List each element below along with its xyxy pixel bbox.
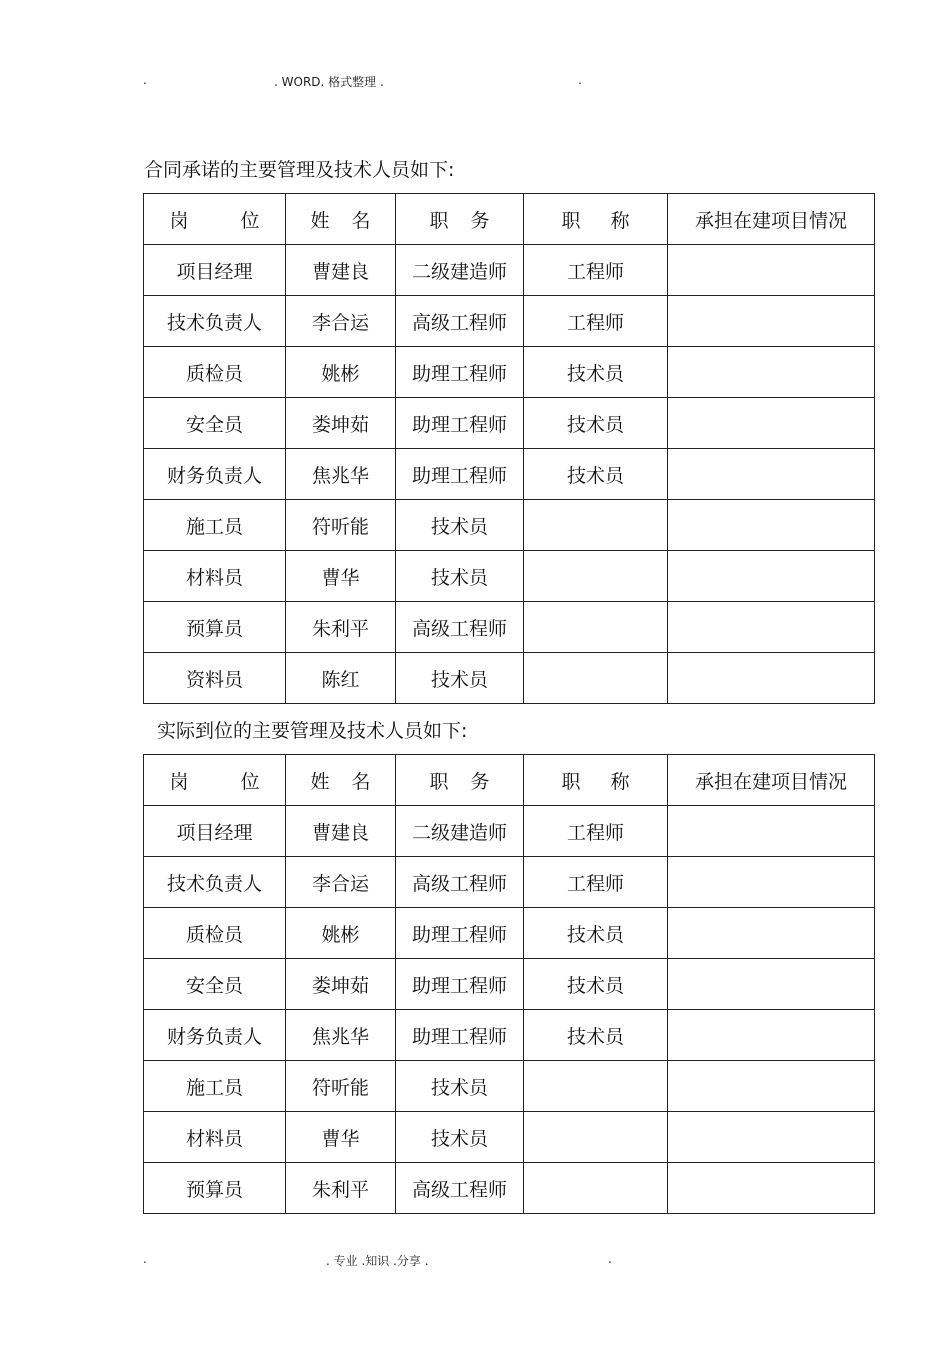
cell-title xyxy=(524,551,668,602)
cell-name: 朱利平 xyxy=(286,1163,396,1214)
actual-staff-rows xyxy=(144,806,875,1214)
cell-projects xyxy=(668,1010,875,1061)
table-row xyxy=(144,347,875,398)
cell-name: 符听能 xyxy=(286,1061,396,1112)
cell-projects xyxy=(668,908,875,959)
cell-position: 质检员 xyxy=(144,908,286,959)
cell-position: 技术负责人 xyxy=(144,857,286,908)
header-projects: 承担在建项目情况 xyxy=(668,194,875,245)
cell-projects xyxy=(668,551,875,602)
header-duty xyxy=(396,755,524,806)
table-row xyxy=(144,449,875,500)
table-row xyxy=(144,602,875,653)
header-position-char-1: 岗 xyxy=(169,209,189,232)
cell-projects xyxy=(668,1163,875,1214)
table-header-row xyxy=(144,194,875,245)
cell-projects xyxy=(668,602,875,653)
cell-position: 材料员 xyxy=(144,551,286,602)
cell-title: 工程师 xyxy=(524,245,668,296)
header-duty-char-1: 职 xyxy=(429,770,449,793)
contract-staff-rows xyxy=(144,245,875,704)
header-position xyxy=(144,755,286,806)
header-name-char-2: 名 xyxy=(351,209,371,232)
table-row xyxy=(144,959,875,1010)
table-row xyxy=(144,398,875,449)
cell-duty: 助理工程师 xyxy=(396,449,524,500)
cell-name: 焦兆华 xyxy=(286,449,396,500)
table-row xyxy=(144,500,875,551)
cell-title xyxy=(524,653,668,704)
cell-duty: 高级工程师 xyxy=(396,602,524,653)
header-duty-char-2: 务 xyxy=(470,209,490,232)
table-row xyxy=(144,908,875,959)
cell-name: 娄坤茹 xyxy=(286,959,396,1010)
contract-staff-table xyxy=(143,193,875,704)
cell-title xyxy=(524,1163,668,1214)
table-header-row xyxy=(144,755,875,806)
cell-projects xyxy=(668,398,875,449)
cell-position: 技术负责人 xyxy=(144,296,286,347)
header-position xyxy=(144,194,286,245)
cell-name: 李合运 xyxy=(286,296,396,347)
cell-name: 姚彬 xyxy=(286,347,396,398)
cell-name: 曹华 xyxy=(286,551,396,602)
cell-duty: 技术员 xyxy=(396,551,524,602)
cell-name: 曹华 xyxy=(286,1112,396,1163)
cell-title: 工程师 xyxy=(524,806,668,857)
cell-name: 陈红 xyxy=(286,653,396,704)
cell-duty: 助理工程师 xyxy=(396,398,524,449)
cell-duty: 高级工程师 xyxy=(396,1163,524,1214)
header-left-dot: . xyxy=(143,73,147,87)
header-title xyxy=(524,194,668,245)
cell-projects xyxy=(668,500,875,551)
cell-position: 项目经理 xyxy=(144,806,286,857)
cell-title: 技术员 xyxy=(524,908,668,959)
cell-duty: 技术员 xyxy=(396,500,524,551)
page-header xyxy=(0,73,950,91)
cell-duty: 二级建造师 xyxy=(396,245,524,296)
cell-position: 施工员 xyxy=(144,1061,286,1112)
cell-name: 李合运 xyxy=(286,857,396,908)
cell-title xyxy=(524,1112,668,1163)
section1-caption: 合同承诺的主要管理及技术人员如下: xyxy=(144,159,455,181)
table-row xyxy=(144,245,875,296)
cell-projects xyxy=(668,959,875,1010)
header-title-char-2: 称 xyxy=(610,770,630,793)
cell-name: 娄坤茹 xyxy=(286,398,396,449)
header-center-text: . WORD. 格式整理 . xyxy=(274,75,384,89)
cell-position: 资料员 xyxy=(144,653,286,704)
cell-duty: 二级建造师 xyxy=(396,806,524,857)
cell-position: 施工员 xyxy=(144,500,286,551)
header-projects: 承担在建项目情况 xyxy=(668,755,875,806)
cell-title xyxy=(524,500,668,551)
cell-projects xyxy=(668,296,875,347)
footer-center-text: . 专业 .知识 .分享 . xyxy=(326,1254,429,1268)
header-duty-char-2: 务 xyxy=(470,770,490,793)
cell-name: 曹建良 xyxy=(286,806,396,857)
footer-right-dot: . xyxy=(608,1252,612,1266)
cell-position: 预算员 xyxy=(144,602,286,653)
header-name xyxy=(286,755,396,806)
header-name-char-2: 名 xyxy=(351,770,371,793)
actual-staff-table xyxy=(143,754,875,1214)
header-duty-char-1: 职 xyxy=(429,209,449,232)
cell-duty: 技术员 xyxy=(396,1112,524,1163)
cell-position: 预算员 xyxy=(144,1163,286,1214)
cell-title: 技术员 xyxy=(524,1010,668,1061)
footer-left-dot: . xyxy=(143,1252,147,1266)
table-row xyxy=(144,1163,875,1214)
cell-duty: 助理工程师 xyxy=(396,959,524,1010)
cell-title: 工程师 xyxy=(524,296,668,347)
section2-caption: 实际到位的主要管理及技术人员如下: xyxy=(157,720,468,742)
header-title xyxy=(524,755,668,806)
cell-duty: 技术员 xyxy=(396,653,524,704)
cell-position: 安全员 xyxy=(144,398,286,449)
cell-name: 朱利平 xyxy=(286,602,396,653)
cell-projects xyxy=(668,347,875,398)
header-title-char-1: 职 xyxy=(561,209,581,232)
cell-projects xyxy=(668,245,875,296)
cell-position: 财务负责人 xyxy=(144,1010,286,1061)
cell-projects xyxy=(668,806,875,857)
cell-projects xyxy=(668,653,875,704)
cell-name: 姚彬 xyxy=(286,908,396,959)
cell-title: 技术员 xyxy=(524,347,668,398)
cell-title: 工程师 xyxy=(524,857,668,908)
header-title-char-1: 职 xyxy=(561,770,581,793)
table-row xyxy=(144,653,875,704)
header-position-char-2: 位 xyxy=(240,209,260,232)
cell-projects xyxy=(668,449,875,500)
header-title-char-2: 称 xyxy=(610,209,630,232)
page-footer xyxy=(0,1252,950,1270)
table-row xyxy=(144,857,875,908)
header-position-char-1: 岗 xyxy=(169,770,189,793)
cell-position: 项目经理 xyxy=(144,245,286,296)
cell-name: 曹建良 xyxy=(286,245,396,296)
header-right-dot: . xyxy=(578,73,582,87)
table-row xyxy=(144,1061,875,1112)
cell-position: 安全员 xyxy=(144,959,286,1010)
cell-position: 财务负责人 xyxy=(144,449,286,500)
table-row xyxy=(144,296,875,347)
cell-position: 材料员 xyxy=(144,1112,286,1163)
cell-duty: 助理工程师 xyxy=(396,908,524,959)
table-row xyxy=(144,1112,875,1163)
cell-projects xyxy=(668,1112,875,1163)
cell-title xyxy=(524,1061,668,1112)
cell-projects xyxy=(668,1061,875,1112)
header-name-char-1: 姓 xyxy=(310,209,330,232)
cell-duty: 高级工程师 xyxy=(396,857,524,908)
cell-duty: 助理工程师 xyxy=(396,347,524,398)
cell-title: 技术员 xyxy=(524,449,668,500)
cell-title xyxy=(524,602,668,653)
cell-duty: 高级工程师 xyxy=(396,296,524,347)
cell-name: 符听能 xyxy=(286,500,396,551)
header-name xyxy=(286,194,396,245)
cell-projects xyxy=(668,857,875,908)
table-row xyxy=(144,1010,875,1061)
cell-name: 焦兆华 xyxy=(286,1010,396,1061)
cell-title: 技术员 xyxy=(524,959,668,1010)
table-row xyxy=(144,806,875,857)
cell-title: 技术员 xyxy=(524,398,668,449)
header-duty xyxy=(396,194,524,245)
header-name-char-1: 姓 xyxy=(310,770,330,793)
table-row xyxy=(144,551,875,602)
header-position-char-2: 位 xyxy=(240,770,260,793)
cell-duty: 助理工程师 xyxy=(396,1010,524,1061)
cell-position: 质检员 xyxy=(144,347,286,398)
cell-duty: 技术员 xyxy=(396,1061,524,1112)
